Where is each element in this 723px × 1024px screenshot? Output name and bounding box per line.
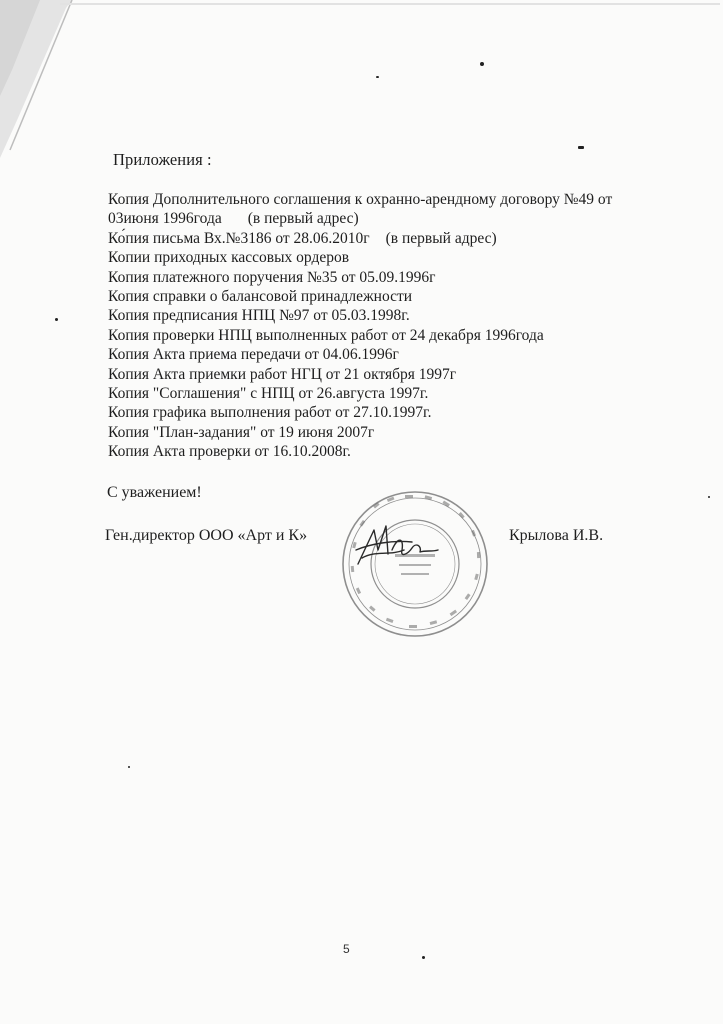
list-item: Копия справки о балансовой принадлежности bbox=[108, 288, 413, 306]
handwritten-signature bbox=[352, 520, 442, 570]
list-item: Копии приходных кассовых ордеров bbox=[108, 249, 350, 267]
list-item: 03июня 1996года (в первый адрес) bbox=[108, 210, 359, 228]
list-item: Копия "Соглашения" с НПЦ от 26.августа 1997г. bbox=[108, 385, 429, 403]
scan-speck bbox=[708, 496, 710, 498]
list-item: Копия Акта приемки работ НГЦ от 21 октября 1997г bbox=[108, 365, 457, 383]
list-item: Копия "План-задания" от 19 июня 2007г bbox=[108, 423, 375, 441]
list-item: Копия Акта приема передачи от 04.06.1996г bbox=[108, 346, 399, 364]
attachments-heading: Приложения : bbox=[113, 150, 212, 169]
scan-speck bbox=[422, 956, 425, 959]
scan-speck bbox=[480, 62, 484, 66]
list-item: Копия Акта проверки от 16.10.2008г. bbox=[108, 443, 351, 461]
scan-speck bbox=[578, 146, 584, 149]
signer-name: Крылова И.В. bbox=[509, 527, 604, 544]
list-item: Копия проверки НПЦ выполненных работ от 24 декабря 1996года bbox=[108, 326, 544, 344]
scan-speck bbox=[128, 766, 130, 768]
list-item: Копия предписания НПЦ №97 от 05.03.1998г. bbox=[108, 307, 410, 325]
list-item: Ко́пия письма Вх.№3186 от 28.06.2010г (в первый адрес) bbox=[108, 229, 497, 247]
scan-speck bbox=[55, 318, 58, 321]
attachments-list bbox=[108, 190, 688, 462]
page-number: 5 bbox=[343, 942, 350, 956]
list-item: Копия платежного поручения №35 от 05.09.1996г bbox=[108, 268, 436, 286]
list-item: Копия графика выполнения работ от 27.10.1997г. bbox=[108, 404, 432, 422]
signer-title: Ген.директор ООО «Арт и К» bbox=[105, 527, 308, 544]
closing-phrase: С уважением! bbox=[107, 484, 202, 501]
scan-speck bbox=[376, 76, 379, 78]
list-item: Копия Дополнительного соглашения к охранно-арендному договору №49 от bbox=[108, 191, 613, 208]
